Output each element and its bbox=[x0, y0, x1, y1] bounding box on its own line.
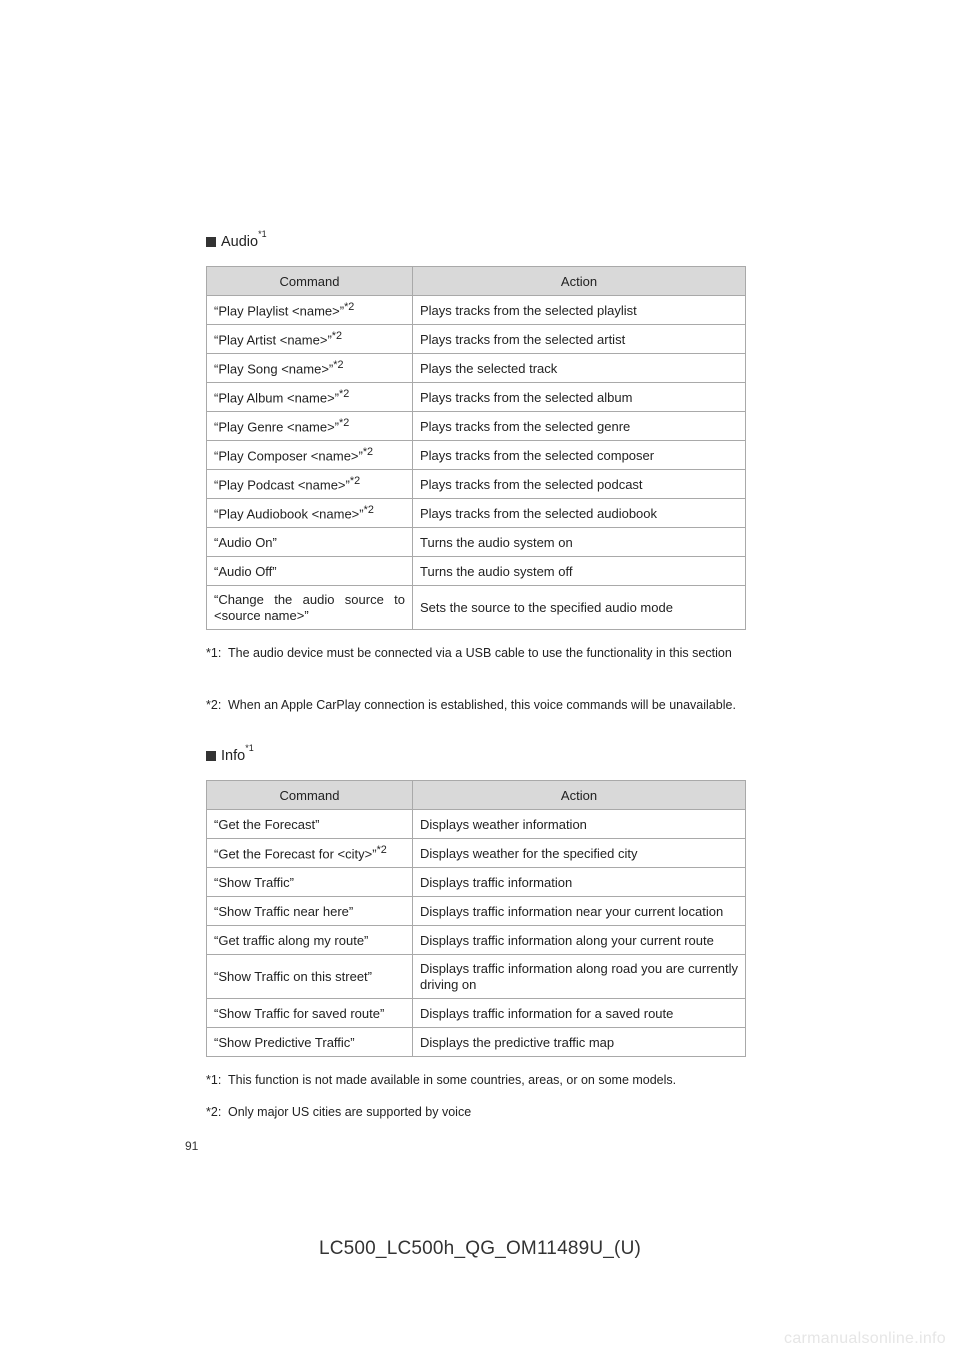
table-header-row bbox=[207, 781, 746, 810]
command-cell: “Play Composer <name>”$^{*2}$ bbox=[207, 441, 413, 470]
table-header-row bbox=[207, 267, 746, 296]
action-cell: Plays the selected track bbox=[413, 354, 746, 383]
command-cell: “Play Playlist <name>”$^{*2}$ bbox=[207, 296, 413, 325]
info-heading-text: Info bbox=[221, 748, 246, 764]
action-cell: Displays the predictive traffic map bbox=[413, 1028, 746, 1057]
command-cell: “Change the audio source to <source name>” bbox=[207, 586, 413, 630]
square-bullet-icon bbox=[206, 751, 216, 761]
info-footnote-1 bbox=[206, 1068, 746, 1092]
audio-footnote-2 bbox=[206, 693, 746, 717]
footnote-text: This function is not made available in some countries, areas, or on some models. bbox=[228, 1073, 677, 1087]
command-column-header: Command bbox=[207, 781, 413, 810]
footnote-mark: *2: bbox=[206, 698, 222, 712]
action-cell: Plays tracks from the selected genre bbox=[413, 412, 746, 441]
command-column-header: Command bbox=[207, 267, 413, 296]
table-row bbox=[207, 586, 746, 630]
command-cell: “Audio On” bbox=[207, 528, 413, 557]
footnote-mark: *2: bbox=[206, 1105, 222, 1119]
command-cell: “Show Traffic near here” bbox=[207, 897, 413, 926]
action-cell: Displays weather for the specified city bbox=[413, 839, 746, 868]
table-row bbox=[207, 999, 746, 1028]
command-cell: “Show Traffic on this street” bbox=[207, 955, 413, 999]
table-row bbox=[207, 499, 746, 528]
action-cell: Plays tracks from the selected audiobook bbox=[413, 499, 746, 528]
action-cell: Displays traffic information along road you are currently driving on bbox=[413, 955, 746, 999]
action-cell: Turns the audio system on bbox=[413, 528, 746, 557]
table-row bbox=[207, 810, 746, 839]
audio-section-heading: Audio *1 bbox=[206, 234, 267, 250]
action-cell: Turns the audio system off bbox=[413, 557, 746, 586]
command-cell: “Show Traffic” bbox=[207, 868, 413, 897]
action-cell: Displays traffic information for a saved route bbox=[413, 999, 746, 1028]
info-command-table bbox=[206, 780, 746, 1057]
command-cell: “Play Podcast <name>”$^{*2}$ bbox=[207, 470, 413, 499]
footnote-mark: *1: bbox=[206, 1073, 222, 1087]
action-cell: Displays weather information bbox=[413, 810, 746, 839]
table-row bbox=[207, 1028, 746, 1057]
command-cell: “Get traffic along my route” bbox=[207, 926, 413, 955]
command-cell: “Play Album <name>”$^{*2}$ bbox=[207, 383, 413, 412]
table-row bbox=[207, 557, 746, 586]
square-bullet-icon bbox=[206, 237, 216, 247]
command-cell: “Play Audiobook <name>”$^{*2}$ bbox=[207, 499, 413, 528]
action-cell: Sets the source to the specified audio mode bbox=[413, 586, 746, 630]
footnote-text: When an Apple CarPlay connection is established, this voice commands will be unavailable. bbox=[228, 698, 736, 712]
footnote-mark: *1: bbox=[206, 646, 222, 660]
table-row bbox=[207, 441, 746, 470]
table-row bbox=[207, 383, 746, 412]
command-cell: “Get the Forecast for <city>”$^{*2}$ bbox=[207, 839, 413, 868]
action-column-header: Action bbox=[413, 267, 746, 296]
page-number: 91 bbox=[185, 1139, 199, 1153]
info-section-heading: Info *1 bbox=[206, 748, 254, 764]
footer-document-code: LC500_LC500h_QG_OM11489U_(U) bbox=[318, 1238, 642, 1259]
table-row bbox=[207, 868, 746, 897]
command-cell: “Get the Forecast” bbox=[207, 810, 413, 839]
table-row bbox=[207, 470, 746, 499]
table-row bbox=[207, 955, 746, 999]
action-cell: Plays tracks from the selected composer bbox=[413, 441, 746, 470]
table-row bbox=[207, 926, 746, 955]
action-cell: Displays traffic information bbox=[413, 868, 746, 897]
audio-heading-text: Audio bbox=[221, 234, 259, 250]
command-cell: “Show Traffic for saved route” bbox=[207, 999, 413, 1028]
table-row bbox=[207, 897, 746, 926]
action-cell: Plays tracks from the selected album bbox=[413, 383, 746, 412]
table-row bbox=[207, 325, 746, 354]
table-row bbox=[207, 839, 746, 868]
command-cell: “Show Predictive Traffic” bbox=[207, 1028, 413, 1057]
action-cell: Plays tracks from the selected playlist bbox=[413, 296, 746, 325]
action-cell: Plays tracks from the selected artist bbox=[413, 325, 746, 354]
command-cell: “Audio Off” bbox=[207, 557, 413, 586]
table-row bbox=[207, 412, 746, 441]
table-row bbox=[207, 296, 746, 325]
action-cell: Plays tracks from the selected podcast bbox=[413, 470, 746, 499]
audio-command-table bbox=[206, 266, 746, 630]
footnote-text: Only major US cities are supported by voice bbox=[228, 1105, 472, 1119]
table-row bbox=[207, 528, 746, 557]
footnote-text: The audio device must be connected via a USB cable to use the functionality in this section bbox=[228, 646, 732, 660]
table-row bbox=[207, 354, 746, 383]
action-cell: Displays traffic information near your current location bbox=[413, 897, 746, 926]
command-cell: “Play Song <name>”$^{*2}$ bbox=[207, 354, 413, 383]
action-column-header: Action bbox=[413, 781, 746, 810]
command-cell: “Play Genre <name>”$^{*2}$ bbox=[207, 412, 413, 441]
command-cell: “Play Artist <name>”$^{*2}$ bbox=[207, 325, 413, 354]
info-footnote-2 bbox=[206, 1100, 746, 1124]
audio-footnote-1 bbox=[206, 641, 746, 665]
action-cell: Displays traffic information along your current route bbox=[413, 926, 746, 955]
watermark: carmanualsonline.info bbox=[784, 1330, 946, 1347]
